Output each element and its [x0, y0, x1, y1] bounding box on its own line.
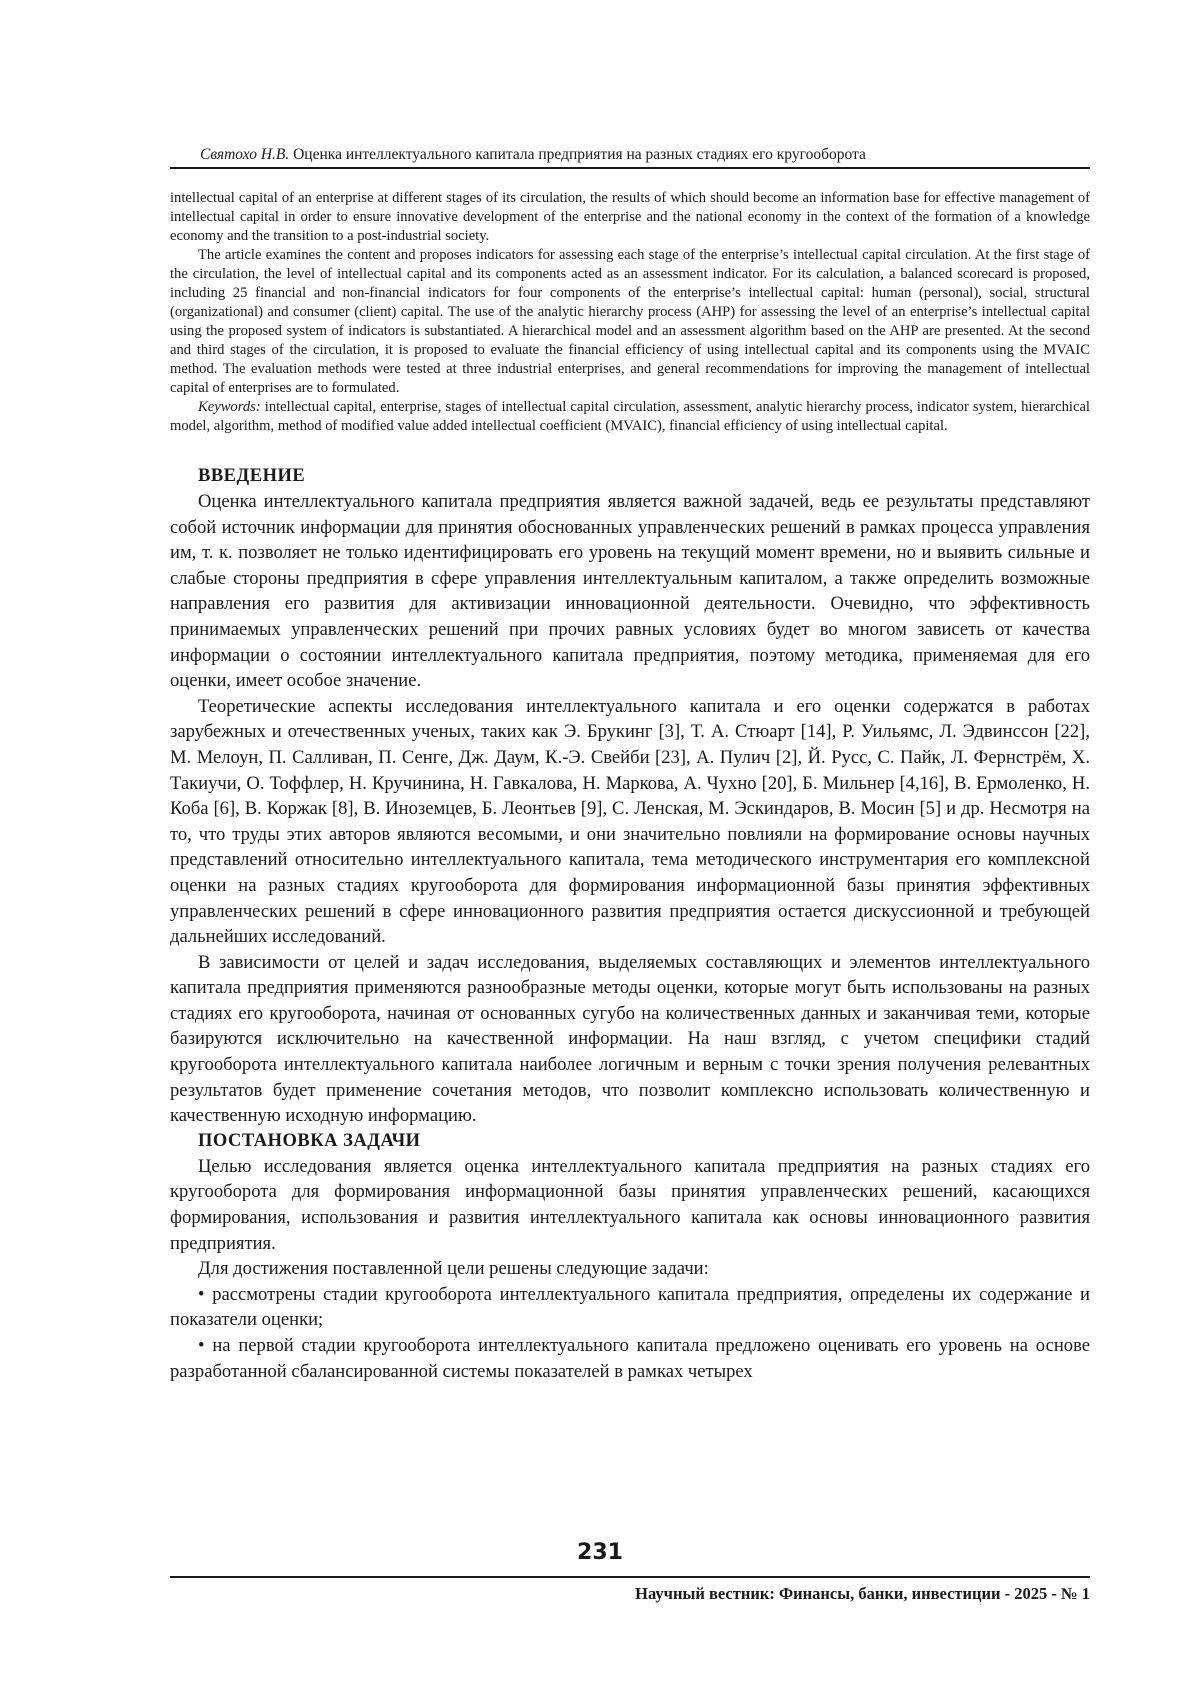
- task-bullet-1: • рассмотрены стадии кругооборота интеллектуального капитала предприятия, определены их содержание и показатели оценки;: [170, 1282, 1090, 1333]
- header-author: Святохо Н.В.: [200, 146, 290, 163]
- task-paragraph-2: Для достижения поставленной цели решены следующие задачи:: [198, 1258, 709, 1280]
- keywords: [170, 398, 1090, 436]
- abstract: [170, 189, 1090, 436]
- section-title-introduction: ВВЕДЕНИЕ: [198, 466, 306, 486]
- intro-paragraph-1: Оценка интеллектуального капитала предприятия является важной задачей, ведь ее результаты представляют собой источник информации для принятия обоснованных управленческих решений в рамках процесса управления им, т. к. позволяет не только идентифицировать его уровень на текущий момент времени, но и выявить сильные и слабые стороны предприятия в сфере управления интеллектуальным капиталом, а также определить возможные направления его развития для активизации инновационной деятельности. Очевидно, что эффективность принимаемых управленческих решений при прочих равных условиях будет во многом зависеть от качества информации о состоянии интеллектуального капитала предприятия, поэтому методика, применяемая для его оценки, имеет особое значение.: [170, 491, 1090, 692]
- running-header: [170, 146, 1090, 169]
- task-paragraph-1: Целью исследования является оценка интеллектуального капитала предприятия на разных стадиях его кругооборота для формирования информационной базы принятия управленческих решений, касающихся формирования, использования и развития интеллектуального капитала как основы инновационного развития предприятия.: [170, 1155, 1090, 1254]
- keywords-list: intellectual capital, enterprise, stages of intellectual capital circulation, assessment, analytic hierarchy process, indicator system, hierarchical model, algorithm, method of modified value added intellectual coefficient (MVAIC), financial efficiency of using intellectual capital.: [170, 399, 1090, 434]
- page-number: 231: [577, 1540, 623, 1565]
- task-bullet-2: • на первой стадии кругооборота интеллектуального капитала предложено оценивать его уровень на основе разработанной сбалансированной системы показателей в рамках четырех: [170, 1333, 1090, 1384]
- intro-paragraph-3: В зависимости от целей и задач исследования, выделяемых составляющих и элементов интеллектуального капитала предприятия применяются разнообразные методы оценки, которые могут быть использованы на разных стадиях его кругооборота, начиная от основанных сугубо на количественных данных и заканчивая теми, которые базируются исключительно на качественной информации. На наш взгляд, с учетом специфики стадий кругооборота интеллектуального капитала наиболее логичным и верным с точки зрения получения релевантных результатов будет применение сочетания методов, что позволит комплексно использовать количественную и качественную исходную информацию.: [170, 951, 1090, 1127]
- abstract-paragraph-1: intellectual capital of an enterprise at different stages of its circulation, the results of which should become an information base for effective management of intellectual capital in order to ensure innovative development of the enterprise and the national economy in the context of the formation of a knowledge economy and the transition to a post-industrial society.: [170, 190, 1090, 244]
- header-title: Оценка интеллектуального капитала предприятия на разных стадиях его кругооборота: [293, 146, 866, 163]
- journal-footer: Научный вестник: Финансы, банки, инвестиции - 2025 - № 1: [635, 1584, 1090, 1603]
- footer-divider: [170, 1576, 1090, 1578]
- section-title-problem-statement: ПОСТАНОВКА ЗАДАЧИ: [198, 1130, 421, 1151]
- problem-statement-body: [170, 1154, 1090, 1384]
- page-content: [170, 146, 1090, 1384]
- introduction-body: [170, 489, 1090, 1129]
- intro-paragraph-2: Теоретические аспекты исследования интеллектуального капитала и его оценки содержатся в работах зарубежных и отечественных ученых, таких как Э. Брукинг [3], Т. А. Стюарт [14], Р. Уильямс, Л. Эдвинссон [22], М. Мелоун, П. Салливан, П. Сенге, Дж. Даум, К.-Э. Свейби [23], А. Пулич [2], Й. Русс, С. Пайк, Л. Фернстрём, Х. Такиучи, О. Тоффлер, Н. Кручинина, Н. Гавкалова, Н. Маркова, А. Чухно [20], Б. Мильнер [4,16], В. Ермоленко, Н. Коба [6], В. Коржак [8], В. Иноземцев, Б. Леонтьев [9], С. Ленская, М. Эскиндаров, В. Мосин [5] и др. Несмотря на то, что труды этих авторов являются весомыми, и они значительно повлияли на формирование основы научных представлений относительно интеллектуального капитала, тема методического инструментария его комплексной оценки на разных стадиях кругооборота для формирования информационной базы принятия эффективных управленческих решений в сфере инновационного развития предприятия остается дискуссионной и требующей дальнейших исследований.: [170, 695, 1090, 948]
- abstract-paragraph-2: The article examines the content and proposes indicators for assessing each stage of the enterprise’s intellectual capital circulation. At the first stage of the circulation, the level of intellectual capital and its components acted as an assessment indicator. For its calculation, a balanced scorecard is proposed, including 25 financial and non-financial indicators for four components of the enterprise’s intellectual capital: human (personal), social, structural (organizational) and consumer (client) capital. The use of the analytic hierarchy process (AHP) for assessing the level of an enterprise’s intellectual capital using the proposed system of indicators is substantiated. A hierarchical model and an assessment algorithm based on the AHP are presented. At the second and third stages of the circulation, it is proposed to evaluate the financial efficiency of using intellectual capital and its components using the MVAIC method. The evaluation methods were tested at three industrial enterprises, and general recommendations for improving the management of intellectual capital of enterprises are to formulated.: [170, 247, 1090, 396]
- keywords-label: Keywords:: [198, 399, 261, 415]
